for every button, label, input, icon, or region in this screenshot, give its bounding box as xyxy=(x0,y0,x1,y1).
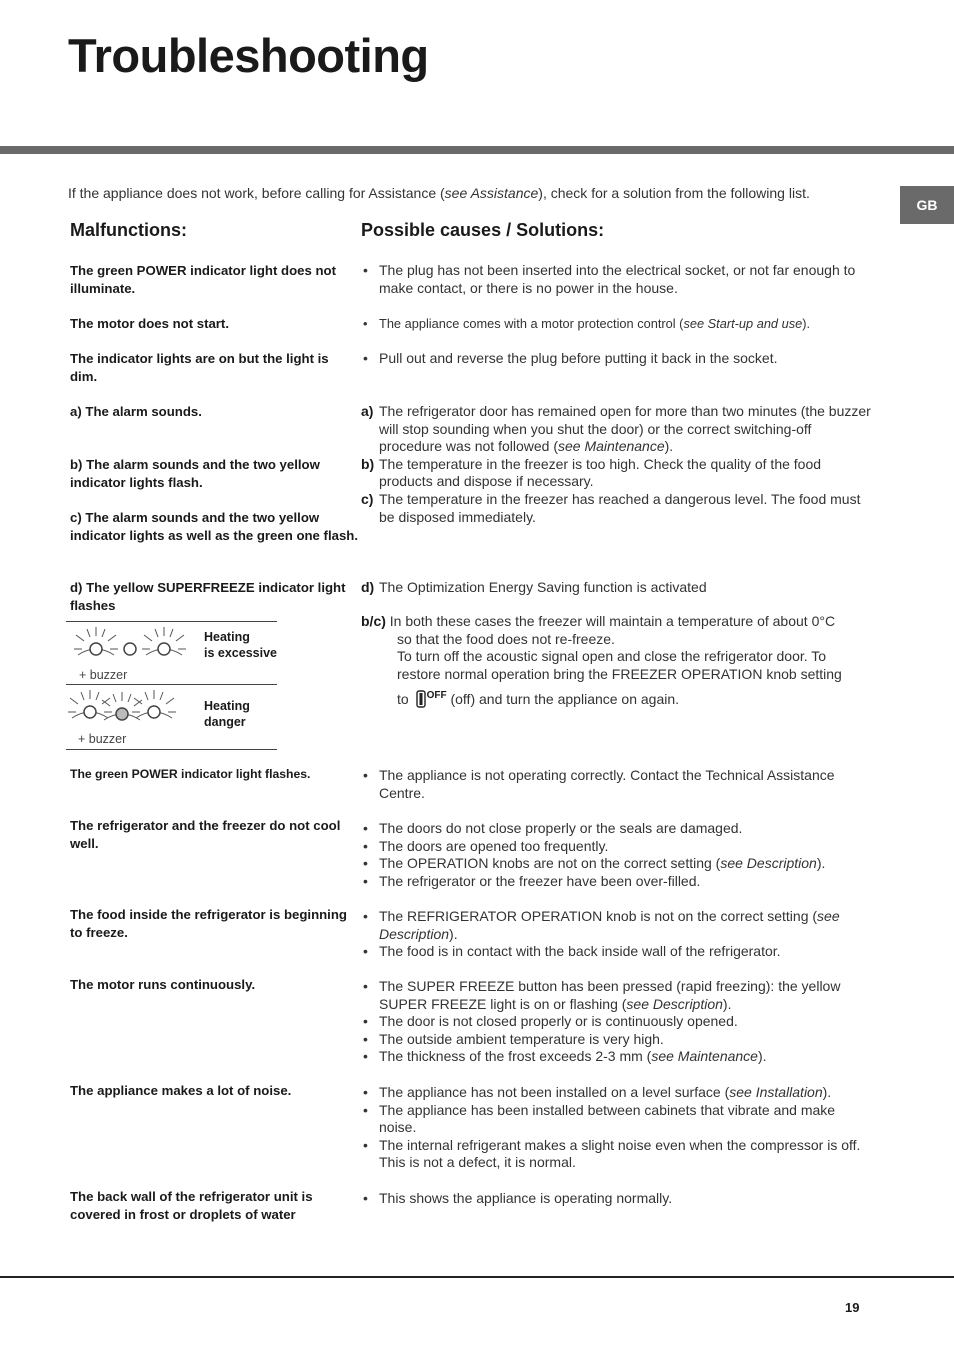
solution-dim: • Pull out and reverse the plug before putting it back in the socket. xyxy=(361,350,871,368)
indicator-diagram xyxy=(66,621,277,751)
diagram-rule-top xyxy=(66,621,277,622)
solution-motor-start: • The appliance comes with a motor protection control (see Start-up and use). xyxy=(361,315,871,333)
buzzer-label-1: + buzzer xyxy=(79,668,128,682)
solution-bc: b/c) In both these cases the freezer will maintain a temperature of about 0°C so that the food does not re-freeze. To turn off the acoustic signal open and close the refrigerator door. To restore normal operation bring the FREEZER OPERATION knob setting to $^{OFF}$ (off) and turn the appliance on again. xyxy=(361,613,842,708)
solution-motor-continuous: • The SUPER FREEZE button has been pressed (rapid freezing): the yellow SUPER FREEZE light is on or flashing (see Description). • The door is not closed properly or is continuously opened. • The outside ambient temperature is very high. • The thickness of the frost exceeds 2-3 mm (see Maintenance). xyxy=(361,978,871,1066)
malfunction-freeze: The food inside the refrigerator is beginning to freeze. xyxy=(70,907,347,940)
heating-danger-label: Heating danger xyxy=(204,699,250,729)
knob-off-icon xyxy=(415,690,427,708)
malfunction-noise: The appliance makes a lot of noise. xyxy=(70,1083,292,1098)
diagram-rule-mid xyxy=(66,684,277,685)
heating-danger-lights-icon xyxy=(66,688,196,734)
malfunction-alarm-b: b) The alarm sounds and the two yellow indicator lights flash. xyxy=(70,457,320,490)
malfunction-motor-continuous: The motor runs continuously. xyxy=(70,977,256,992)
solution-alarm-abc xyxy=(361,403,871,526)
malfunction-not-cool: The refrigerator and the freezer do not cool well. xyxy=(70,818,341,851)
malfunction-alarm-d: d) The yellow SUPERFREEZE indicator light flashes xyxy=(70,580,346,613)
page-title: Troubleshooting xyxy=(68,29,429,82)
language-badge: GB xyxy=(900,186,954,224)
solution-alarm-a: a) The refrigerator door has remained open for more than two minutes (the buzzer will stop sounding when you shut the door) or the correct switching-off procedure was not followed (see Maintenance). xyxy=(361,403,871,455)
malfunction-alarm-a: a) The alarm sounds. xyxy=(70,404,202,419)
footer-rule xyxy=(0,1276,954,1278)
malfunctions-heading: Malfunctions: xyxy=(70,220,187,240)
intro-text: If the appliance does not work, before calling for Assistance (see Assistance), check for a solution from the following list. xyxy=(68,185,810,201)
solution-alarm-d: d) The Optimization Energy Saving function is activated xyxy=(361,579,707,595)
malfunction-dim: The indicator lights are on but the light is dim. xyxy=(70,351,329,384)
off-label: OFF xyxy=(426,690,447,702)
solution-noise: • The appliance has not been installed on a level surface (see Installation). • The appliance has been installed between cabinets that vibrate and make noise. • The internal refrigerant makes a slight noise even when the compressor is off. This is not a defect, it is normal. xyxy=(361,1084,871,1172)
malfunction-power-off: The green POWER indicator light does not illuminate. xyxy=(70,263,336,296)
solution-power-flash: • The appliance is not operating correctly. Contact the Technical Assistance Centre. xyxy=(361,767,871,802)
malfunction-power-flash: The green POWER indicator light flashes. xyxy=(70,767,311,781)
solutions-heading: Possible causes / Solutions: xyxy=(361,220,605,240)
solution-alarm-c: c) The temperature in the freezer has reached a dangerous level. The food must be disposed immediately. xyxy=(361,490,861,525)
solution-power-off: • The plug has not been inserted into the electrical socket, or not far enough to make contact, or there is no power in the house. xyxy=(361,262,871,297)
solution-frost: • This shows the appliance is operating normally. xyxy=(361,1190,871,1208)
heating-excessive-lights-icon xyxy=(66,625,196,671)
page-number: 19 xyxy=(845,1300,860,1315)
malfunction-motor-start: The motor does not start. xyxy=(70,316,229,331)
solution-alarm-b: b) The temperature in the freezer is too high. Check the quality of the food products and dispose if necessary. xyxy=(361,455,822,490)
solution-not-cool: • The doors do not close properly or the seals are damaged. • The doors are opened too frequently. • The OPERATION knobs are not on the correct setting (see Description). • The refrigerator or the freezer have been over-filled. xyxy=(361,820,871,890)
solution-freeze: • The REFRIGERATOR OPERATION knob is not on the correct setting (see Description). • The food is in contact with the back inside wall of the refrigerator. xyxy=(361,908,871,961)
malfunction-frost: The back wall of the refrigerator unit is covered in frost or droplets of water xyxy=(70,1189,313,1222)
header-rule xyxy=(0,146,954,154)
buzzer-label-2: + buzzer xyxy=(78,732,127,746)
malfunction-alarm-c: c) The alarm sounds and the two yellow indicator lights as well as the green one flash. xyxy=(70,510,359,543)
diagram-rule-bottom xyxy=(66,749,277,750)
heating-excessive-label: Heating is excessive xyxy=(204,630,277,660)
